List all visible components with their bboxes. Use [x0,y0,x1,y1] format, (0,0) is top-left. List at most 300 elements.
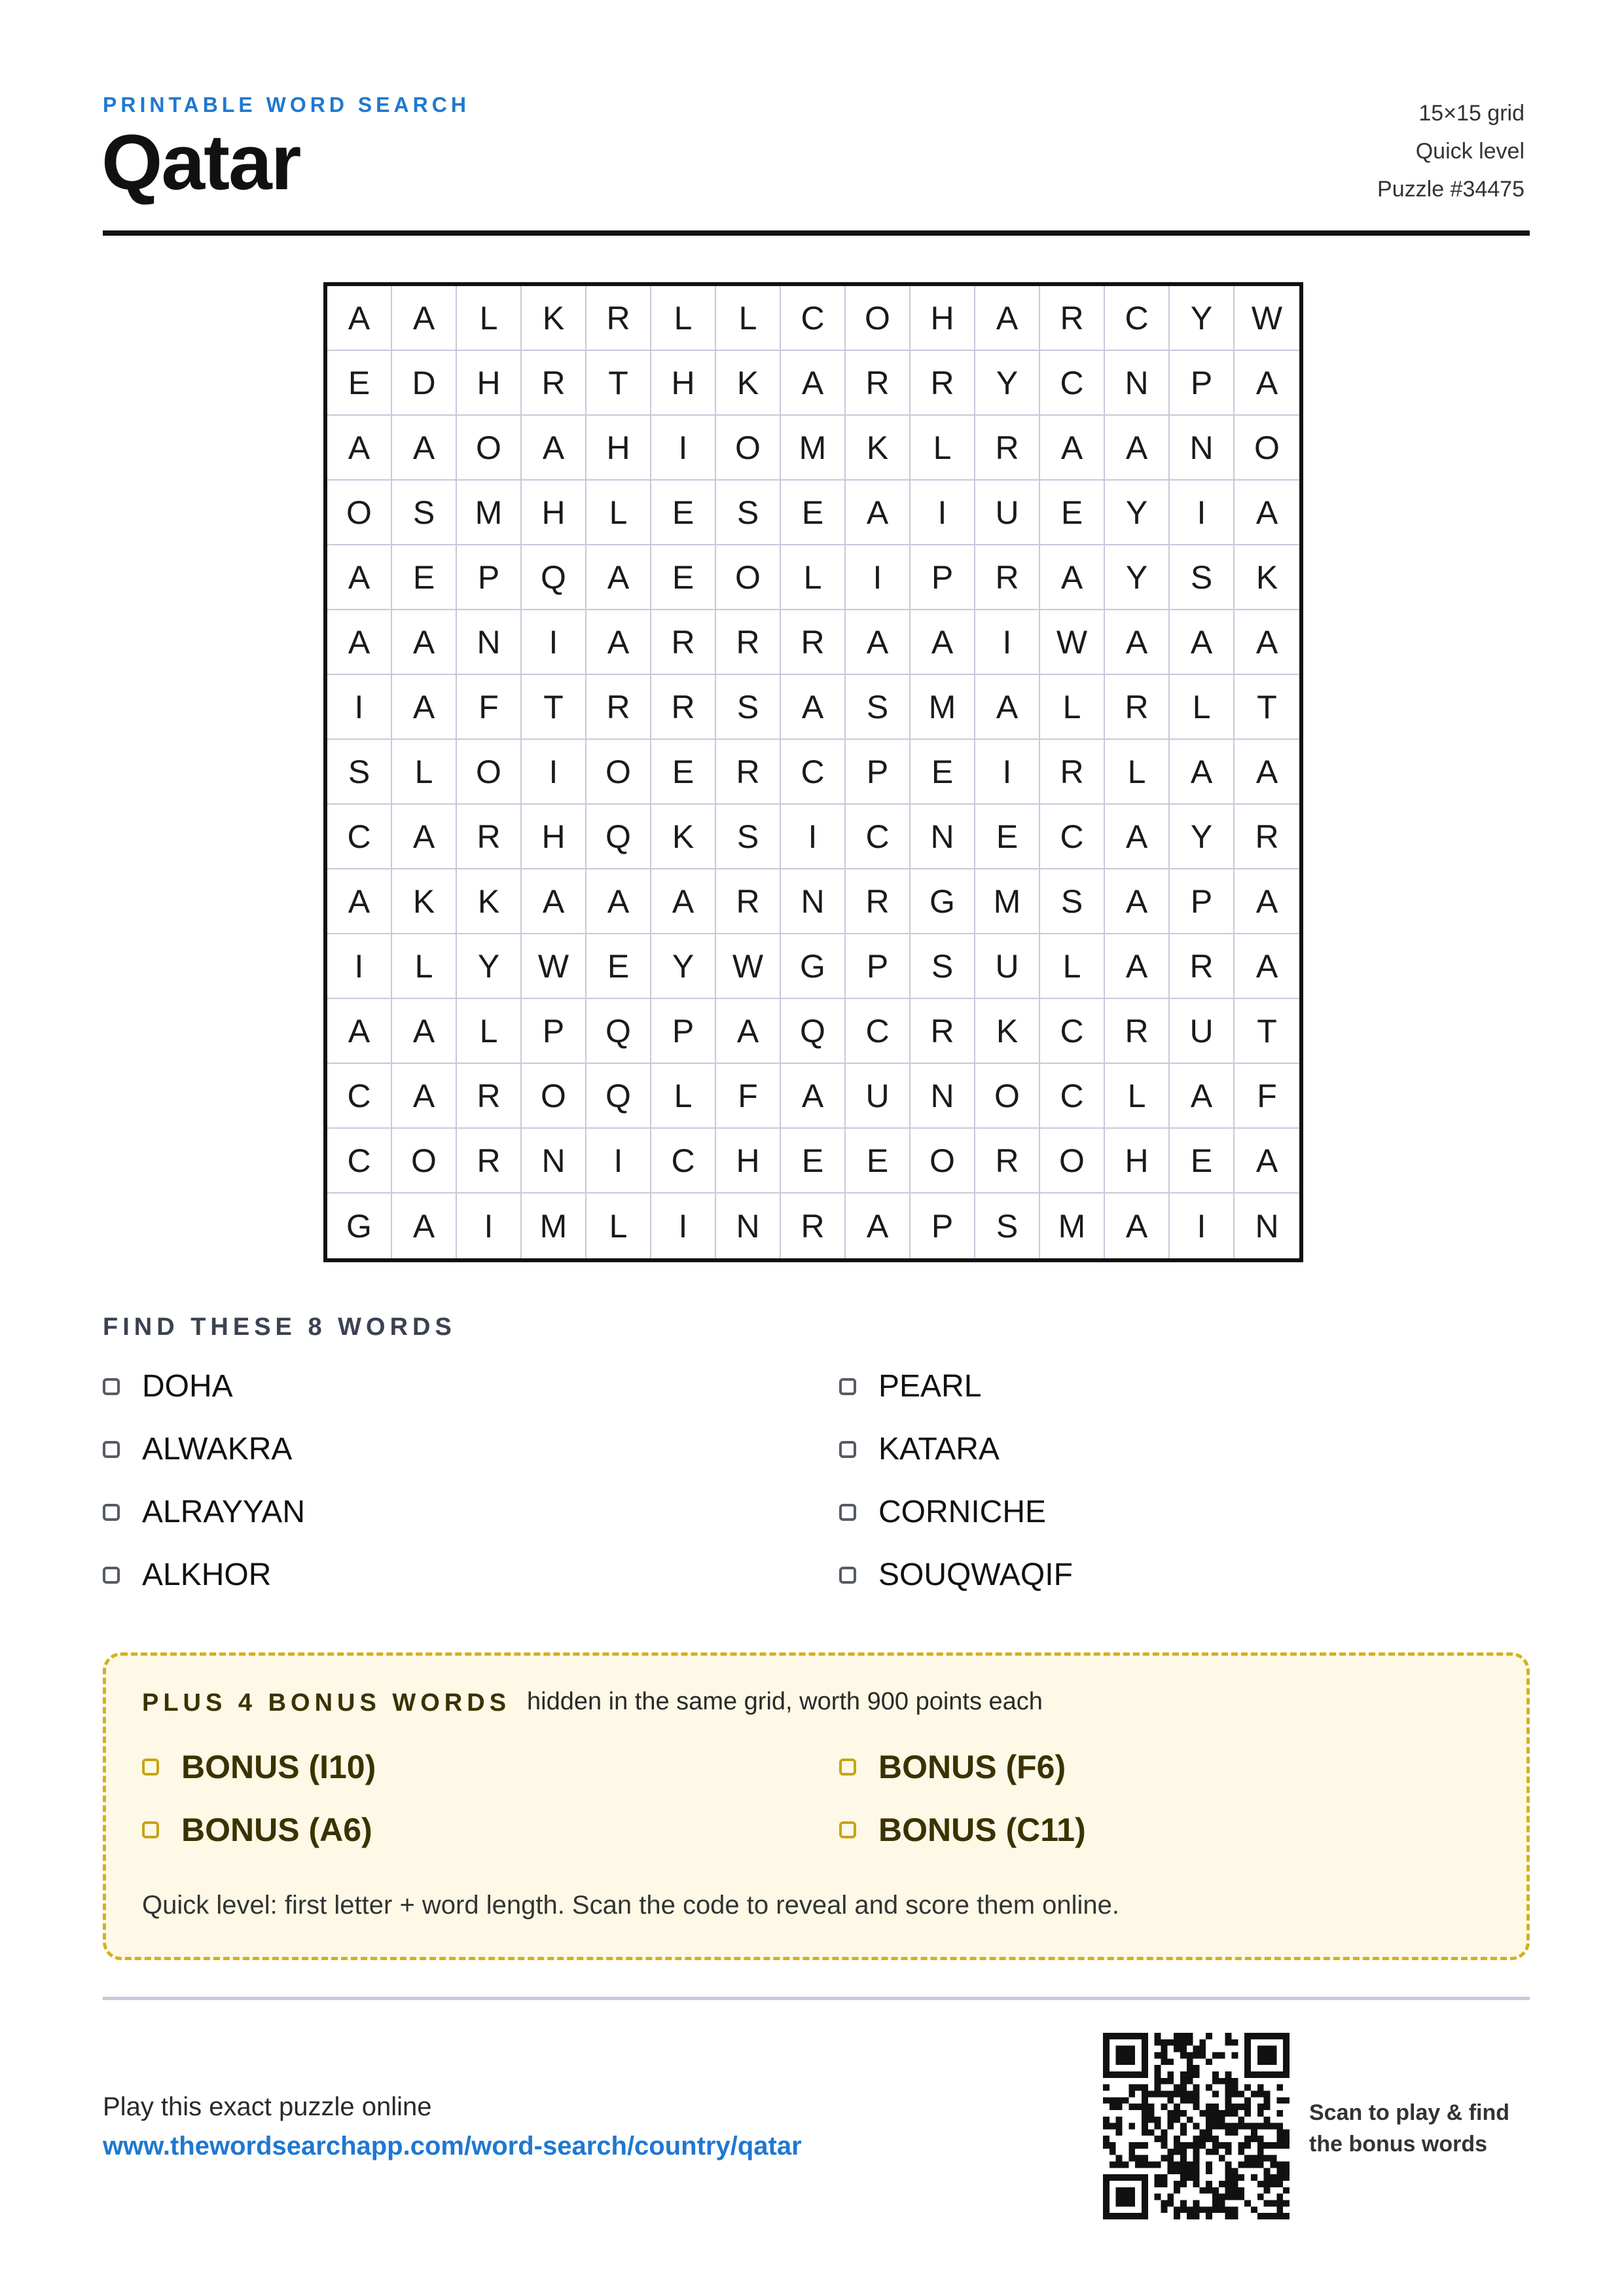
grid-cell[interactable]: A [1105,869,1170,934]
grid-cell[interactable]: A [1235,740,1299,805]
grid-cell[interactable]: S [975,1194,1040,1258]
grid-cell[interactable]: H [522,481,586,545]
grid-cell[interactable]: M [911,675,975,740]
grid-cell[interactable]: T [1235,999,1299,1064]
checkbox-icon[interactable] [103,1378,120,1395]
qr-module [1225,2206,1232,2213]
qr-code-icon[interactable] [1103,2033,1290,2219]
grid-cell[interactable]: R [911,999,975,1064]
grid-cell[interactable]: S [911,934,975,999]
grid-cell[interactable]: C [1040,351,1105,416]
grid-cell[interactable]: C [846,999,911,1064]
grid-cell[interactable]: O [911,1129,975,1194]
grid-cell[interactable]: E [781,1129,846,1194]
grid-cell[interactable]: I [522,610,586,675]
grid-cell[interactable]: O [457,416,522,481]
grid-cell[interactable]: N [911,1064,975,1129]
grid-cell[interactable]: R [522,351,586,416]
grid-cell[interactable]: P [911,545,975,610]
qr-module [1199,2187,1206,2194]
grid-cell[interactable]: P [846,934,911,999]
grid-cell[interactable]: E [392,545,457,610]
qr-module [1174,2181,1180,2187]
qr-module [1212,2149,1219,2155]
grid-cell[interactable]: S [716,675,781,740]
grid-cell[interactable]: C [1040,1064,1105,1129]
qr-module [1271,2174,1277,2181]
grid-cell[interactable]: S [1170,545,1235,610]
grid-cell[interactable]: L [457,999,522,1064]
grid-cell[interactable]: I [327,675,392,740]
grid-cell[interactable]: A [1235,351,1299,416]
grid-cell[interactable]: E [975,805,1040,869]
grid-cell[interactable]: Q [522,545,586,610]
grid-cell[interactable]: I [781,805,846,869]
grid-cell[interactable]: A [716,999,781,1064]
checkbox-icon[interactable] [839,1504,856,1521]
checkbox-icon[interactable] [103,1504,120,1521]
bonus-item-a6[interactable] [142,1811,372,1849]
grid-cell[interactable]: L [1040,934,1105,999]
qr-module [1257,2213,1264,2219]
grid-cell[interactable]: A [1170,740,1235,805]
grid-cell[interactable]: A [975,675,1040,740]
grid-cell[interactable]: N [781,869,846,934]
grid-cell[interactable]: S [1040,869,1105,934]
grid-cell[interactable]: L [911,416,975,481]
grid-cell[interactable]: M [975,869,1040,934]
grid-cell[interactable]: A [392,675,457,740]
grid-cell[interactable]: H [522,805,586,869]
grid-cell[interactable]: A [781,675,846,740]
qr-module [1135,2155,1142,2162]
qr-module [1225,2129,1232,2136]
grid-cell[interactable]: Y [457,934,522,999]
grid-cell[interactable]: L [392,934,457,999]
grid-cell[interactable]: M [781,416,846,481]
grid-cell[interactable]: I [911,481,975,545]
grid-cell[interactable]: A [586,545,651,610]
grid-cell[interactable]: T [522,675,586,740]
qr-module [1110,2097,1116,2104]
checkbox-icon[interactable] [839,1758,856,1776]
grid-cell[interactable]: U [975,934,1040,999]
qr-module [1128,2149,1135,2155]
checkbox-icon[interactable] [839,1821,856,1838]
grid-cell[interactable]: A [392,1194,457,1258]
grid-cell[interactable]: I [651,1194,716,1258]
grid-cell[interactable]: K [846,416,911,481]
grid-cell[interactable]: A [1235,610,1299,675]
grid-cell[interactable]: A [975,286,1040,351]
grid-cell[interactable]: R [586,286,651,351]
bonus-item-c11[interactable] [839,1811,1086,1849]
grid-cell[interactable]: R [1105,675,1170,740]
grid-cell[interactable]: O [1235,416,1299,481]
grid-cell[interactable]: Y [651,934,716,999]
checkbox-icon[interactable] [839,1441,856,1458]
grid-cell[interactable]: O [392,1129,457,1194]
grid-cell[interactable]: Y [1170,286,1235,351]
grid-cell[interactable]: R [781,1194,846,1258]
grid-cell[interactable]: U [846,1064,911,1129]
word-item-souqwaqif[interactable] [839,1557,1073,1593]
grid-cell[interactable]: H [586,416,651,481]
grid-cell[interactable]: O [586,740,651,805]
grid-cell[interactable]: H [651,351,716,416]
grid-cell[interactable]: A [1235,1129,1299,1194]
grid-cell[interactable]: L [716,286,781,351]
grid-cell[interactable]: Q [586,1064,651,1129]
grid-cell[interactable]: H [457,351,522,416]
word-item-alwakra[interactable] [103,1431,292,1467]
grid-cell[interactable]: I [1170,1194,1235,1258]
grid-cell[interactable]: L [781,545,846,610]
bonus-item-i10[interactable] [142,1748,376,1786]
grid-cell[interactable]: A [1105,934,1170,999]
grid-cell[interactable]: A [392,416,457,481]
qr-module [1193,2162,1200,2168]
grid-cell[interactable]: S [716,805,781,869]
grid-cell[interactable]: L [1040,675,1105,740]
grid-cell[interactable]: C [327,1129,392,1194]
grid-cell[interactable]: P [651,999,716,1064]
grid-cell[interactable]: G [327,1194,392,1258]
word-label: SOUQWAQIF [878,1558,1073,1592]
grid-cell[interactable]: A [781,1064,846,1129]
qr-module [1257,2085,1264,2091]
grid-cell[interactable]: U [975,481,1040,545]
grid-cell[interactable]: E [651,740,716,805]
word-item-corniche[interactable] [839,1494,1046,1530]
grid-cell[interactable]: C [1105,286,1170,351]
puzzle-url-link[interactable]: www.thewordsearchapp.com/word-search/country/qatar [103,2132,802,2160]
grid-cell[interactable]: C [327,805,392,869]
grid-cell[interactable]: Y [1105,481,1170,545]
qr-module [1212,2194,1219,2200]
grid-cell[interactable]: T [1235,675,1299,740]
qr-module [1167,2155,1174,2162]
grid-cell[interactable]: L [1105,740,1170,805]
grid-cell[interactable]: L [392,740,457,805]
grid-cell[interactable]: C [846,805,911,869]
grid-cell[interactable]: O [327,481,392,545]
grid-cell[interactable]: L [651,286,716,351]
grid-cell[interactable]: R [457,1129,522,1194]
qr-module [1116,2117,1123,2123]
grid-cell[interactable]: P [522,999,586,1064]
grid-cell[interactable]: R [1235,805,1299,869]
qr-module [1128,2142,1135,2149]
grid-cell[interactable]: O [522,1064,586,1129]
grid-cell[interactable]: A [327,610,392,675]
qr-module [1199,2136,1206,2142]
grid-cell[interactable]: N [457,610,522,675]
qr-module [1193,2085,1200,2091]
qr-module [1128,2123,1135,2130]
grid-cell[interactable]: R [651,675,716,740]
qr-module [1180,2142,1187,2149]
grid-cell[interactable]: A [1105,805,1170,869]
grid-cell[interactable]: C [327,1064,392,1129]
grid-cell[interactable]: N [716,1194,781,1258]
grid-cell[interactable]: A [1235,869,1299,934]
grid-cell[interactable]: E [1040,481,1105,545]
grid-cell[interactable]: K [392,869,457,934]
grid-cell[interactable]: R [716,740,781,805]
grid-cell[interactable]: Y [1170,805,1235,869]
grid-cell[interactable]: D [392,351,457,416]
grid-cell[interactable]: N [1255,1207,1279,1245]
grid-cell[interactable]: A [327,999,392,1064]
grid-cell[interactable]: A [846,1194,911,1258]
grid-cell[interactable]: A [911,610,975,675]
grid-cell[interactable]: R [1105,999,1170,1064]
qr-module [1257,2181,1264,2187]
grid-cell[interactable]: R [975,416,1040,481]
grid-cell[interactable]: O [716,545,781,610]
grid-cell[interactable]: A [1040,416,1105,481]
grid-cell[interactable]: N [911,805,975,869]
grid-cell[interactable]: C [651,1129,716,1194]
bonus-label: BONUS (I10) [181,1749,376,1785]
grid-cell[interactable]: A [392,286,457,351]
grid-cell[interactable]: R [457,1064,522,1129]
grid-cell[interactable]: S [392,481,457,545]
grid-cell[interactable]: G [911,869,975,934]
grid-cell[interactable]: A [1170,610,1235,675]
grid-cell[interactable]: S [846,675,911,740]
grid-cell[interactable]: W [1235,286,1299,351]
grid-cell[interactable]: R [1040,740,1105,805]
word-item-doha[interactable] [103,1368,233,1404]
grid-cell[interactable]: Q [781,999,846,1064]
qr-module [1225,2090,1232,2097]
grid-cell[interactable]: R [975,1129,1040,1194]
word-item-alkhor[interactable] [103,1557,271,1593]
qr-module [1167,2097,1174,2104]
grid-cell[interactable]: I [846,545,911,610]
grid-cell[interactable]: I [1170,481,1235,545]
qr-module [1257,2123,1264,2130]
qr-module [1251,2206,1257,2213]
grid-cell[interactable]: U [1170,999,1235,1064]
grid-cell[interactable]: M [1040,1194,1105,1258]
grid-cell[interactable]: A [392,1064,457,1129]
grid-cell[interactable]: A [522,869,586,934]
grid-cell[interactable]: A [651,869,716,934]
qr-module [1155,2117,1161,2123]
grid-cell[interactable]: R [651,610,716,675]
grid-cell[interactable]: A [392,805,457,869]
grid-cell[interactable]: H [1105,1129,1170,1194]
grid-cell[interactable]: L [586,481,651,545]
grid-cell[interactable]: K [651,805,716,869]
grid-cell[interactable]: O [975,1064,1040,1129]
grid-cell[interactable]: K [716,351,781,416]
qr-module [1161,2181,1167,2187]
grid-cell[interactable]: A [586,610,651,675]
qr-module [1244,2104,1251,2110]
grid-cell[interactable]: F [457,675,522,740]
grid-cell[interactable]: A [586,869,651,934]
grid-cell[interactable]: A [327,286,392,351]
grid-cell[interactable]: A [522,416,586,481]
grid-cell[interactable]: W [716,934,781,999]
grid-cell[interactable]: I [975,610,1040,675]
grid-cell[interactable]: K [457,869,522,934]
grid-cell[interactable]: A [846,610,911,675]
qr-module [1103,2142,1110,2149]
grid-cell[interactable]: C [1040,805,1105,869]
grid-cell[interactable]: O [716,416,781,481]
grid-cell[interactable]: A [327,545,392,610]
grid-cell[interactable]: Q [586,999,651,1064]
grid-cell[interactable]: P [846,740,911,805]
grid-cell[interactable]: K [975,999,1040,1064]
grid-cell[interactable]: A [392,610,457,675]
grid-cell[interactable]: A [1105,416,1170,481]
grid-cell[interactable]: O [457,740,522,805]
grid-cell[interactable]: Y [1105,545,1170,610]
grid-cell[interactable]: I [522,740,586,805]
grid-cell[interactable]: N [522,1129,586,1194]
grid-cell[interactable]: R [781,610,846,675]
grid-cell[interactable]: A [1235,934,1299,999]
grid-cell[interactable]: E [781,481,846,545]
grid-cell[interactable]: R [457,805,522,869]
bonus-item-f6[interactable] [839,1748,1066,1786]
grid-cell[interactable]: R [975,545,1040,610]
grid-cell[interactable]: L [586,1194,651,1258]
grid-cell[interactable]: P [457,545,522,610]
grid-cell[interactable]: E [846,1129,911,1194]
qr-module [1225,2085,1232,2091]
grid-cell[interactable]: O [1040,1129,1105,1194]
checkbox-icon[interactable] [142,1821,159,1838]
checkbox-icon[interactable] [103,1441,120,1458]
grid-cell[interactable]: T [586,351,651,416]
grid-size-label: 15×15 grid [1418,101,1525,126]
grid-cell[interactable]: A [327,869,392,934]
grid-cell[interactable]: E [651,481,716,545]
grid-cell[interactable]: Y [975,351,1040,416]
grid-cell[interactable]: R [1170,934,1235,999]
grid-cell[interactable]: H [911,286,975,351]
grid-cell[interactable]: A [1105,1194,1170,1258]
grid-cell[interactable]: A [327,416,392,481]
grid-cell[interactable]: S [327,740,392,805]
grid-cell[interactable]: I [586,1129,651,1194]
grid-cell[interactable]: M [457,481,522,545]
grid-cell[interactable]: R [846,351,911,416]
grid-cell[interactable]: C [1040,999,1105,1064]
grid-cell[interactable]: R [1040,286,1105,351]
grid-cell[interactable]: A [781,351,846,416]
checkbox-icon[interactable] [839,1567,856,1584]
checkbox-icon[interactable] [103,1567,120,1584]
qr-module [1110,2104,1116,2110]
qr-module [1174,2110,1180,2117]
qr-module [1212,2104,1219,2110]
grid-cell[interactable]: N [1170,416,1235,481]
grid-cell[interactable]: P [911,1194,975,1258]
word-item-pearl[interactable] [839,1368,981,1404]
grid-cell[interactable]: I [327,934,392,999]
grid-cell[interactable]: O [846,286,911,351]
qr-module [1193,2174,1200,2181]
grid-cell[interactable]: H [716,1129,781,1194]
grid-cell[interactable]: L [651,1064,716,1129]
grid-cell[interactable]: N [1105,351,1170,416]
grid-cell[interactable]: E [651,545,716,610]
grid-cell[interactable]: I [975,740,1040,805]
grid-cell[interactable]: A [1235,481,1299,545]
qr-module [1142,2104,1148,2110]
grid-cell[interactable]: Q [586,805,651,869]
qr-module [1238,2162,1244,2168]
grid-cell[interactable]: K [1235,545,1299,610]
checkbox-icon[interactable] [142,1758,159,1776]
grid-cell[interactable]: R [846,869,911,934]
qr-module [1225,2078,1232,2085]
grid-cell[interactable]: R [911,351,975,416]
grid-cell[interactable]: F [1235,1064,1299,1129]
grid-cell[interactable]: E [586,934,651,999]
qr-module [1174,2033,1180,2039]
grid-cell[interactable]: A [846,481,911,545]
qr-module [1122,2097,1128,2104]
grid-cell[interactable]: G [781,934,846,999]
grid-cell[interactable]: E [1170,1129,1235,1194]
grid-cell[interactable]: I [651,416,716,481]
checkbox-icon[interactable] [839,1378,856,1395]
grid-cell[interactable]: W [1040,610,1105,675]
grid-cell[interactable]: F [716,1064,781,1129]
grid-cell[interactable]: C [781,286,846,351]
grid-cell[interactable]: C [781,740,846,805]
grid-cell[interactable]: K [522,286,586,351]
word-label: CORNICHE [878,1495,1047,1529]
qr-finder-top-right-core [1257,2046,1276,2065]
grid-cell[interactable]: A [1105,610,1170,675]
grid-cell[interactable]: I [457,1194,522,1258]
grid-cell[interactable]: S [716,481,781,545]
qr-module [1283,2213,1290,2219]
grid-cell[interactable]: A [1040,545,1105,610]
grid-cell[interactable]: R [716,869,781,934]
qr-module [1174,2162,1180,2168]
word-item-alrayyan[interactable] [103,1494,305,1530]
grid-cell[interactable]: M [522,1194,586,1258]
grid-cell[interactable]: P [1170,351,1235,416]
grid-cell[interactable]: R [716,610,781,675]
grid-cell[interactable]: R [586,675,651,740]
grid-cell[interactable]: A [392,999,457,1064]
qr-module [1206,2058,1212,2065]
grid-cell[interactable]: P [1170,869,1235,934]
grid-cell[interactable]: A [1170,1064,1235,1129]
grid-cell[interactable]: E [911,740,975,805]
word-list-heading: FIND THESE 8 WORDS [103,1313,456,1341]
qr-module [1225,2071,1232,2078]
grid-cell[interactable]: L [457,286,522,351]
word-item-katara[interactable] [839,1431,1000,1467]
grid-cell[interactable]: L [1170,675,1235,740]
grid-cell[interactable]: E [327,351,392,416]
grid-cell[interactable]: L [1105,1064,1170,1129]
grid-cell[interactable]: W [522,934,586,999]
